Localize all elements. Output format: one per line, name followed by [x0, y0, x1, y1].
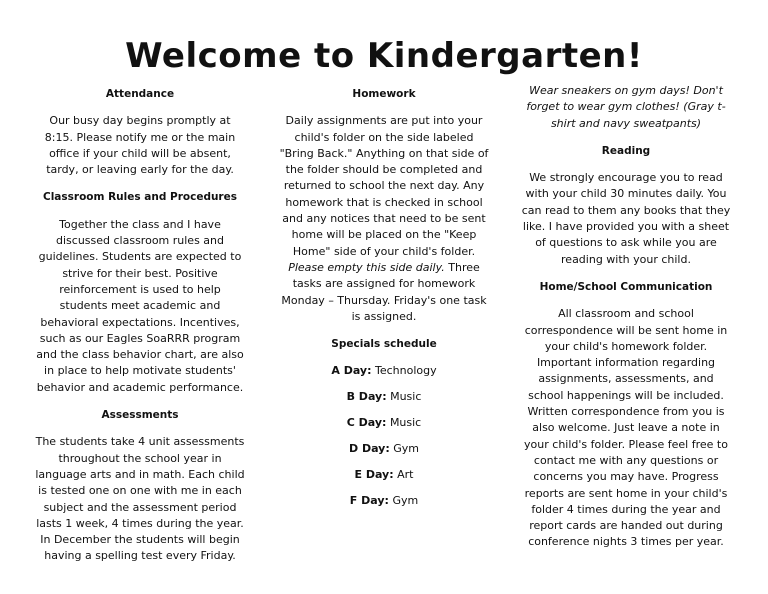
specials-subject: Gym [392, 493, 419, 507]
communication-body: All classroom and school correspondence will be sent home in your child's homework folder. Important information regarding assignments, assessments, and school happenings will be included. Written correspondence from you is also welcome. Just leave a note in your child's folder. Please feel free to contact me with any questions or concerns you may have. Progress reports are sent home in your child's folder 4 times during the year and report cards are handed out during conference nights 3 times per year. [524, 307, 728, 549]
specials-day: E Day: [354, 468, 394, 482]
homework-body-part-1: Daily assignments are put into your child's folder on the side labeled "Bring Back." Anything on that side of the folder should be completed and returned to school the next day. Any homework that is checked in school and any notices that need to be sent home will be placed on the "Keep Home" side of your child's folder. [279, 114, 489, 258]
right-column [520, 83, 732, 562]
middle-column [278, 86, 490, 519]
specials-day: C Day: [346, 416, 387, 430]
reading-heading: Reading [601, 144, 651, 157]
specials-day: F Day: [349, 493, 389, 507]
rules-heading: Classroom Rules and Procedures [43, 191, 237, 204]
specials-day: A Day: [331, 364, 372, 378]
specials-item [278, 389, 490, 405]
specials-subject: Technology [375, 364, 437, 378]
homework-heading: Homework [352, 88, 416, 100]
homework-body [278, 113, 490, 325]
specials-item [278, 441, 490, 457]
rules-body: Together the class and I have discussed classroom rules and guidelines. Students are expected to strive for their best. Positive reinforcement is used to help students meet academic and behavioral expectations. Incentives, such as our Eagles SoaRRR program and the class behavior chart, are also in place to help motivate students' behavior and academic performance. [36, 217, 244, 394]
homework-body-italic: Please empty this side daily. [288, 260, 445, 274]
specials-subject: Art [397, 468, 414, 482]
specials-heading: Specials schedule [331, 338, 437, 351]
specials-subject: Gym [393, 442, 419, 456]
page-title: Welcome to Kindergarten! [125, 36, 643, 76]
specials-subject: Music [389, 416, 422, 430]
specials-subject: Music [390, 390, 422, 404]
attendance-heading: Attendance [105, 88, 175, 100]
left-column [34, 86, 246, 576]
communication-heading: Home/School Communication [539, 280, 713, 293]
attendance-body: Our busy day begins promptly at 8:15. Please notify me or the main office if your child will be absent, tardy, or leaving early for the day. [44, 114, 236, 177]
gym-note: Wear sneakers on gym days! Don't forget to wear gym clothes! (Gray t-shirt and navy sweatpants) [526, 84, 726, 130]
assessments-body: The students take 4 unit assessments throughout the school year in language arts and in math. Each child is tested one on one with me in each subject and the assessment period lasts 1 week, 4 times during the year. In December the students will begin having a spelling test every Friday. [35, 435, 245, 563]
specials-item [278, 415, 490, 431]
reading-body: We strongly encourage you to read with your child 30 minutes daily. You can read to them any books that they like. I have provided you with a sheet of questions to ask while you are reading with your child. [521, 171, 731, 266]
specials-day: D Day: [349, 442, 390, 456]
homework-body-part-2: Three tasks are assigned for homework Monday – Thursday. Friday's one task is assigned. [281, 260, 487, 323]
assessments-heading: Assessments [101, 409, 179, 422]
specials-item [278, 467, 490, 483]
specials-item [278, 363, 490, 379]
specials-item [278, 493, 490, 509]
specials-day: B Day: [346, 390, 387, 404]
specials-list [278, 363, 490, 509]
